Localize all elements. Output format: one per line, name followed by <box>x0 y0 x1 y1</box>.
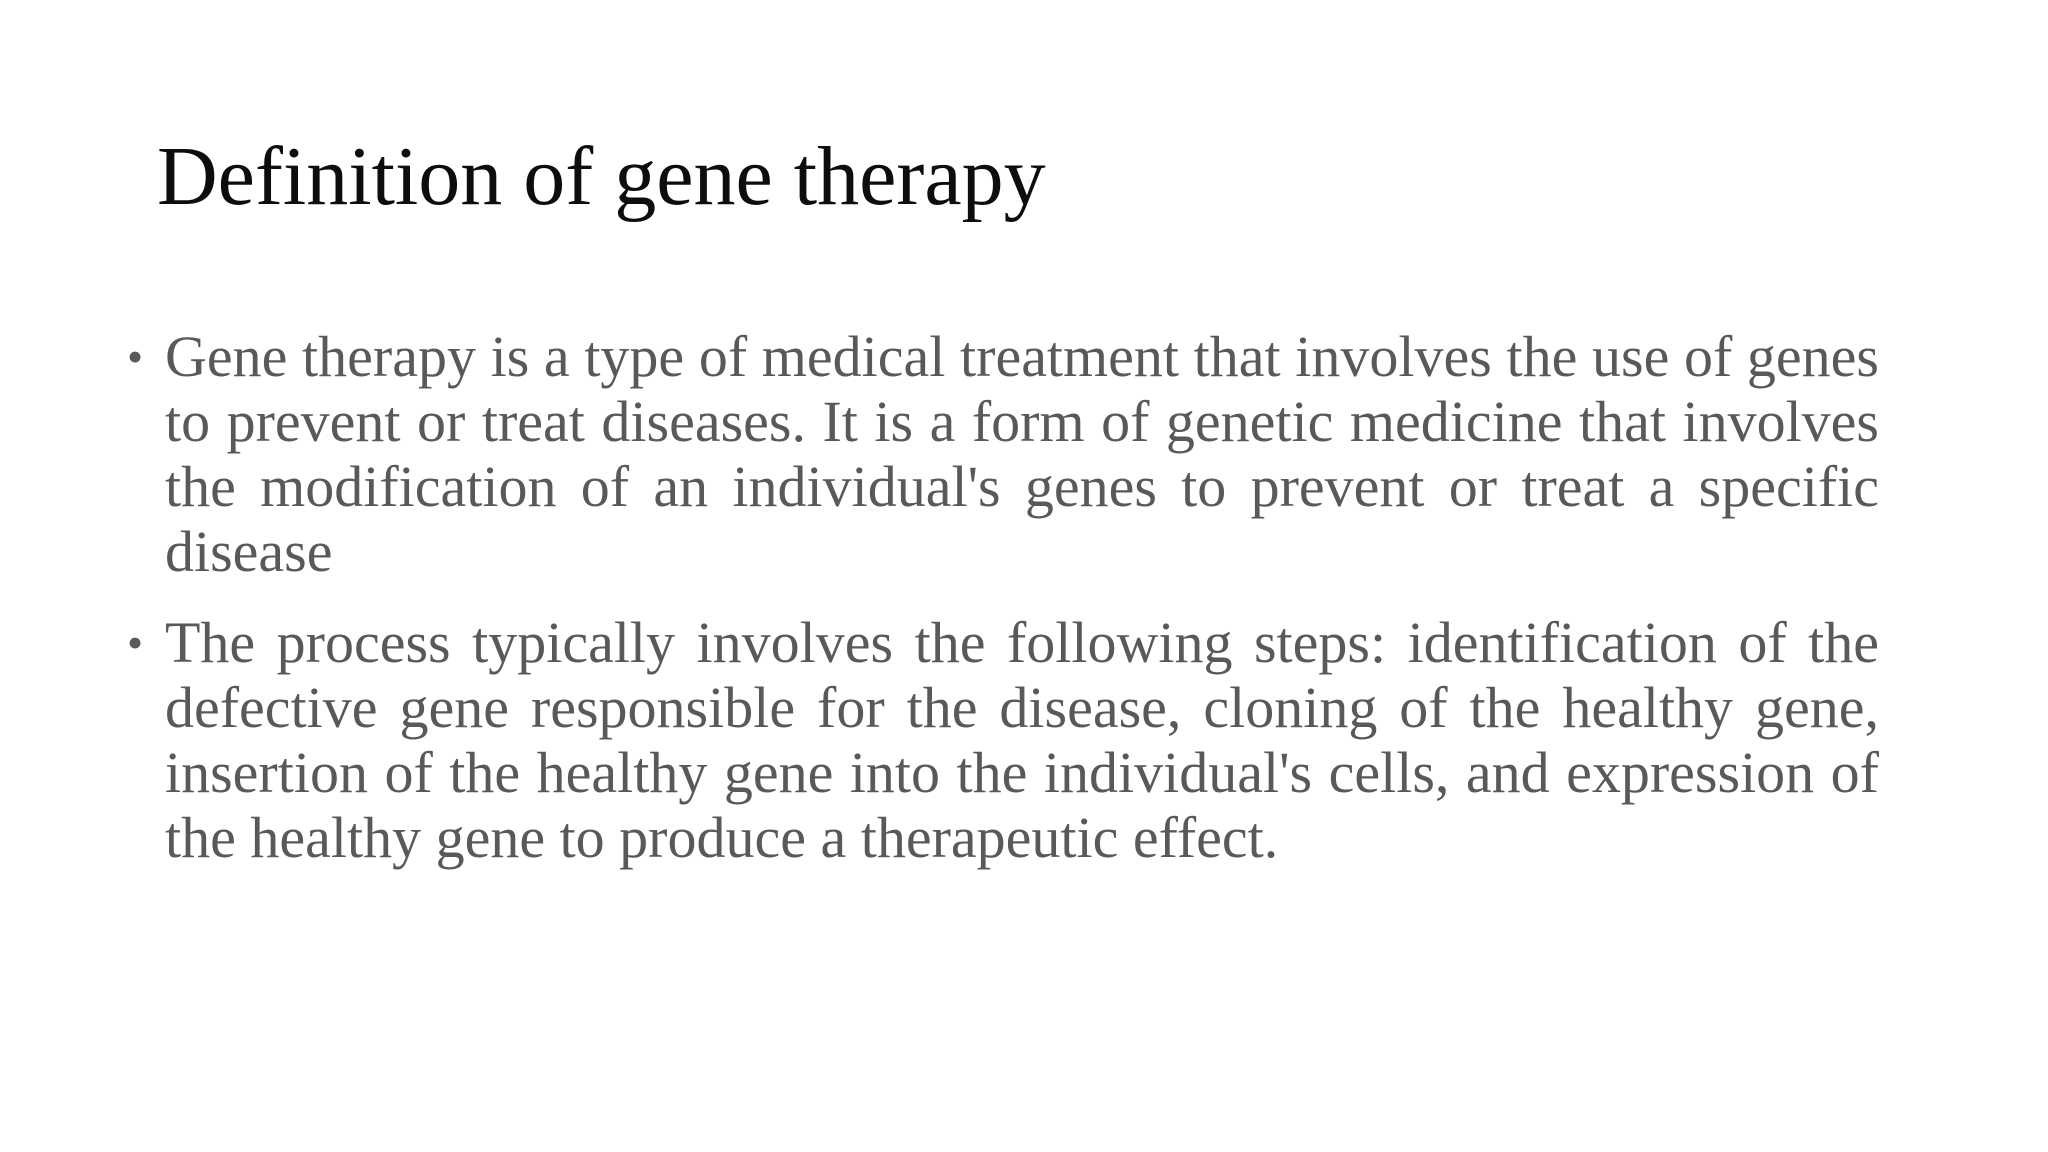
bullet-item-definition <box>127 324 1879 584</box>
bullet-text-process: The process typically involves the following steps: identification of the defective gene responsible for the disease, cloning of the healthy gene, insertion of the healthy gene into the individual's cells, and expression of the healthy gene to produce a therapeutic effect. <box>165 610 1879 870</box>
bullet-text-definition: Gene therapy is a type of medical treatment that involves the use of genes to prevent or treat diseases. It is a form of genetic medicine that involves the modification of an individual's genes to prevent or treat a specific disease <box>165 324 1879 584</box>
slide-title: Definition of gene therapy <box>157 130 1046 223</box>
bullet-icon: • <box>127 617 144 668</box>
bullet-icon: • <box>127 331 144 382</box>
bullet-list <box>127 324 1879 896</box>
bullet-item-process <box>127 610 1879 870</box>
